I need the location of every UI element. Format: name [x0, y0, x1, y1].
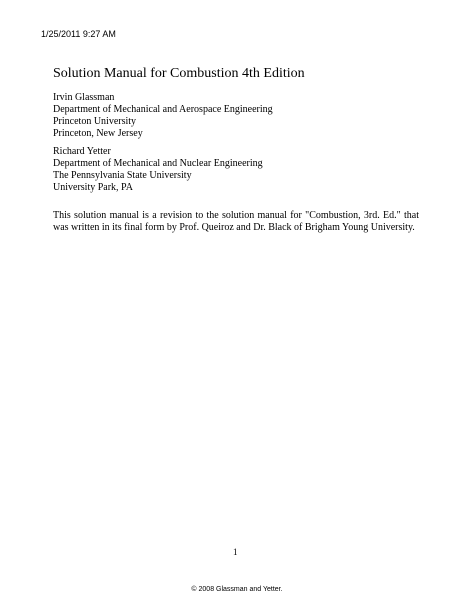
author-institution: The Pennsylvania State University [53, 170, 192, 181]
author-name: Irvin Glassman [53, 92, 115, 103]
author-name: Richard Yetter [53, 146, 111, 157]
author-location: University Park, PA [53, 182, 133, 193]
page-number: 1 [233, 547, 238, 557]
author-institution: Princeton University [53, 116, 137, 127]
author-block-yetter [53, 146, 263, 194]
document-title: Solution Manual for Combustion 4th Edition [53, 66, 305, 81]
author-location: Princeton, New Jersey [53, 128, 143, 139]
copyright-notice: © 2008 Glassman and Yetter. [191, 586, 283, 593]
author-department: Department of Mechanical and Nuclear Engineering [53, 158, 263, 169]
intro-paragraph: This solution manual is a revision to the solution manual for "Combustion, 3rd. Ed." that was written in its final form by Prof. Queiroz and Dr. Black of Brigham Young University. [53, 210, 419, 233]
author-block-glassman [53, 92, 273, 140]
author-department: Department of Mechanical and Aerospace Engineering [53, 104, 273, 115]
print-timestamp: 1/25/2011 9:27 AM [41, 29, 116, 39]
